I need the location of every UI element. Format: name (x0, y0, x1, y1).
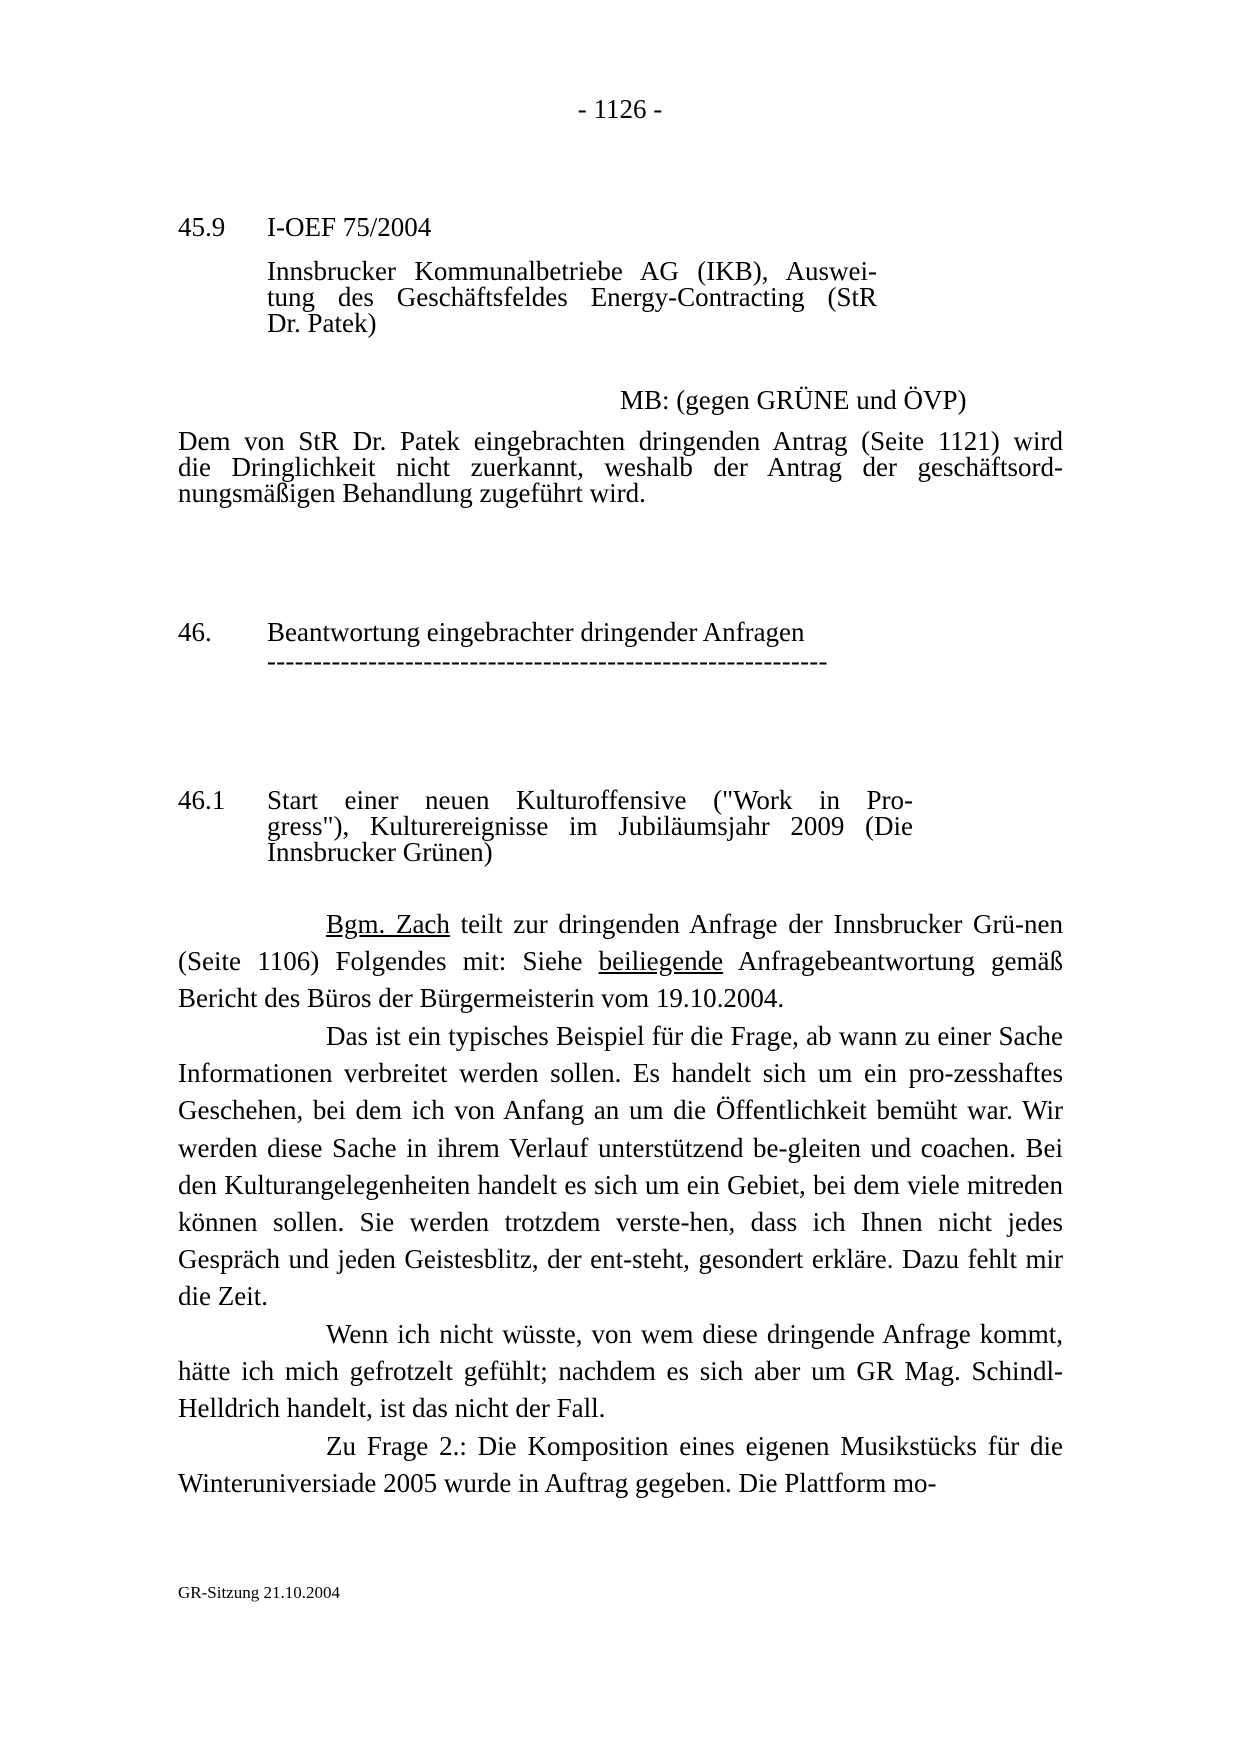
paragraph-2 (178, 1018, 1063, 1316)
item-46-1-title-line-1: Start einer neuen Kulturoffensive ("Work in Pro- (267, 785, 913, 815)
item-45-9-reference: I-OEF 75/2004 (267, 212, 432, 242)
speaker-name: Bgm. Zach (326, 909, 450, 939)
item-46-1-number: 46.1 (178, 785, 226, 815)
item-46-number: 46. (178, 617, 212, 647)
item-45-9-title-line-3: Dr. Patek) (267, 308, 377, 338)
item-45-9-vote: MB: (gegen GRÜNE und ÖVP) (620, 385, 967, 415)
paragraph-4-text: Zu Frage 2.: Die Komposition eines eigenen Musikstücks für die Winteruniversiade 2005 wurde in Auftrag gegeben. Die Plattform mo- (178, 1431, 1063, 1499)
item-46-1-title-line-2: gress"), Kulturereignisse im Jubiläumsjahr 2009 (Die (267, 811, 913, 841)
item-46-underline: ------------------------------------------------------------- (267, 646, 828, 676)
item-45-9-decision-line-2: die Dringlichkeit nicht zuerkannt, weshalb der Antrag der geschäftsord- (178, 452, 1063, 482)
item-46-1-title-line-3: Innsbrucker Grünen) (267, 837, 493, 867)
paragraph-1-underlined-word: beiliegende (598, 946, 724, 977)
paragraph-3-text: Wenn ich nicht wüsste, von wem diese dringende Anfrage kommt, hätte ich mich gefrotzelt gefühlt; nachdem es sich aber um GR Mag. Schindl-Helldrich handelt, ist das nicht der Fall. (178, 1319, 1063, 1424)
paragraph-3 (178, 1316, 1063, 1428)
item-45-9-title-line-2: tung des Geschäftsfeldes Energy-Contracting (StR (267, 282, 877, 312)
paragraph-1 (178, 906, 1063, 1018)
item-45-9-number: 45.9 (178, 212, 226, 242)
page-number: - 1126 - (577, 94, 663, 124)
item-46-title: Beantwortung eingebrachter dringender Anfragen (267, 617, 805, 647)
item-45-9-decision-line-3: nungsmäßigen Behandlung zugeführt wird. (178, 478, 646, 508)
paragraph-2-text: Das ist ein typisches Beispiel für die Frage, ab wann zu einer Sache Informationen verbreitet werden sollen. Es handelt sich um ein pro-zesshaftes Geschehen, bei dem ich von Anfang an um die Öffentlichkeit bemüht war. Wir werden diese Sache in ihrem Verlauf unterstützend be-gleiten und coachen. Bei den Kulturangelegenheiten handelt es sich um ein Gebiet, bei dem viele mitreden können sollen. Sie werden trotzdem verste-hen, dass ich Ihnen nicht jedes Gespräch und jeden Geistesblitz, der ent-steht, gesondert erkläre. Dazu fehlt mir die Zeit. (178, 1021, 1063, 1312)
paragraph-4 (178, 1428, 1063, 1502)
footer-session-date: GR-Sitzung 21.10.2004 (178, 1583, 340, 1602)
item-45-9-title (267, 258, 877, 336)
item-45-9-title-line-1: Innsbrucker Kommunalbetriebe AG (IKB), Auswei- (267, 256, 877, 286)
item-45-9-decision-line-1: Dem von StR Dr. Patek eingebrachten dringenden Antrag (Seite 1121) wird (178, 426, 1063, 456)
paragraph-1-text-b: Anfragebeantwortung gemäß Bericht des Büros der Bürgermeisterin vom 19.10.2004. (178, 946, 1064, 1014)
paragraph-1-text-a: teilt zur dringenden Anfrage der Innsbrucker Grü-nen (Seite 1106) Folgendes mit: Siehe (178, 909, 1063, 977)
item-45-9-decision (178, 428, 1063, 506)
item-46-1-title (267, 787, 913, 865)
